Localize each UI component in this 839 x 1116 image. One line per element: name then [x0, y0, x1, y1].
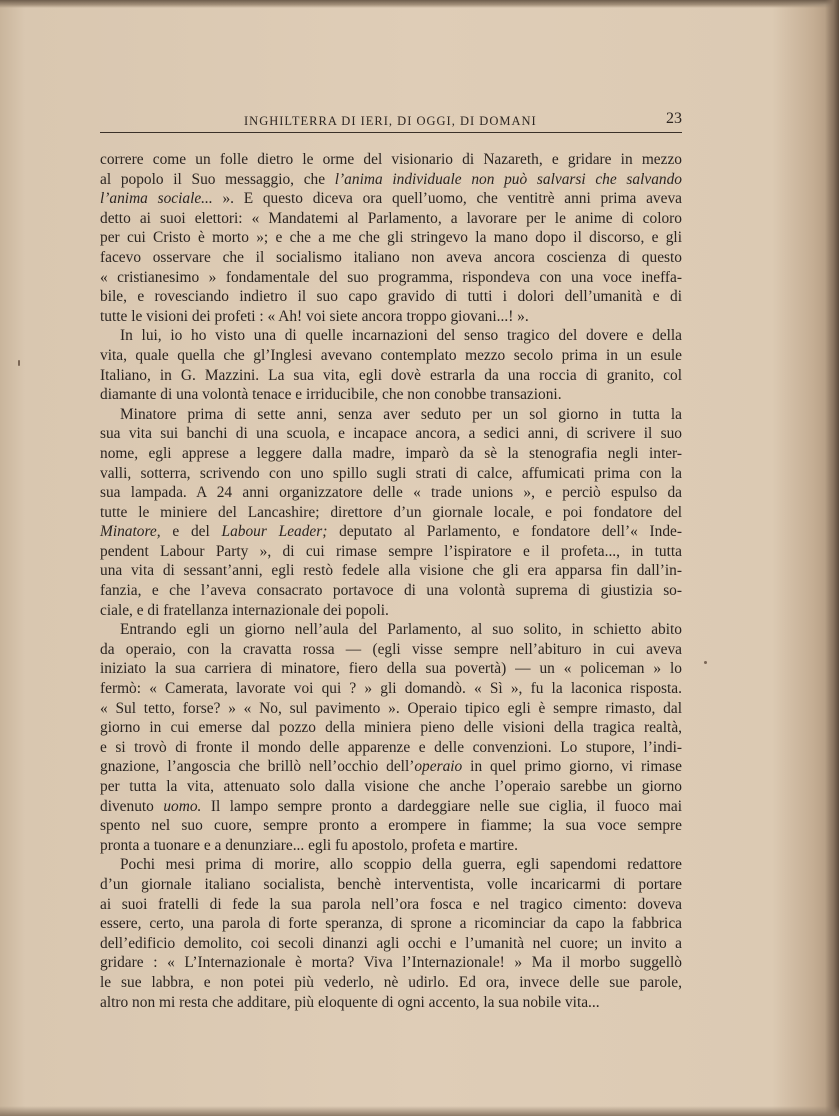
text-segment: giorno in cui emerse dal pozzo della miniera pieno delle visioni della tragica realtà,	[100, 719, 682, 737]
text-segment: pendent Labour Party », di cui rimase sempre l’ispiratore e il profeta..., in tutta	[100, 542, 682, 560]
text-line	[100, 797, 682, 817]
text-segment: tutte le visioni dei profeti : « Ah! voi siete ancora troppo giovani...! ».	[100, 307, 529, 325]
text-segment: tutte le miniere del Lancashire; direttore d’un giornale locale, e poi fondatore del	[100, 503, 682, 521]
paper-speck	[704, 661, 707, 664]
text-segment: dell’edificio demolito, coi secoli dinanzi agli occhi e l’umanità nel cuore; un invito a	[100, 934, 682, 952]
page-right-edge-shadow	[825, 0, 839, 1116]
paper-mark	[18, 360, 20, 366]
text-line	[100, 973, 682, 993]
text-line	[100, 914, 682, 934]
text-line	[100, 757, 682, 777]
text-segment: essere, certo, una parola di forte speranza, di sprone a ricominciar da capo la fabbrica	[100, 915, 682, 933]
text-segment: d’un giornale italiano socialista, benchè interventista, volle incaricarmi di portare	[100, 875, 682, 893]
text-line	[100, 640, 682, 660]
page-top-edge-shadow	[0, 0, 839, 8]
text-segment: in quel primo giorno, vi rimase	[462, 758, 682, 776]
text-segment: ai suoi fratelli di fede la sua parola nell’ora fosca e nel tragico cimento: doveva	[100, 895, 682, 913]
text-segment: pronta a tuonare e a denunziare... egli fu apostolo, profeta e martire.	[100, 836, 518, 854]
text-line	[100, 346, 682, 366]
italic-segment: uomo.	[163, 797, 202, 815]
text-line	[100, 366, 682, 386]
running-title: INGHILTERRA DI IERI, DI OGGI, DI DOMANI	[244, 114, 537, 128]
text-segment: per cui Cristo è morto »; e che a me che gli stringevo la mano dopo il discorso, e gli	[100, 229, 682, 247]
paragraph	[100, 150, 682, 326]
text-segment: gridare : « L’Internazionale è morta? Viva l’Internazionale! » Ma il morbo suggellò	[100, 954, 682, 972]
text-segment: nome, egli apprese a leggere dalla madre, imparò da sè la stenografia negli inter-	[100, 444, 682, 462]
text-segment: una vita di sessant’anni, egli restò fedele alla visione che gli era apparsa fin dall’in-	[100, 562, 682, 580]
text-segment: e si trovò di fronte il mondo delle apparenze e delle convenzioni. Lo stupore, l’indi-	[100, 738, 682, 756]
text-line	[100, 601, 682, 621]
text-line	[100, 836, 682, 856]
text-line	[100, 248, 682, 268]
text-segment: Minatore prima di sette anni, senza aver seduto per un sol giorno in tutta la	[120, 405, 682, 423]
body-text	[100, 150, 682, 1012]
text-line	[100, 934, 682, 954]
text-line	[100, 503, 682, 523]
text-segment: le sue labbra, e non potei più vederlo, nè udirlo. Ed ora, invece delle sue parole,	[100, 973, 682, 991]
text-line	[100, 895, 682, 915]
text-segment: gnazione, l’angoscia che brillò nell’occhio dell’	[100, 758, 415, 776]
text-segment: bile, e rovesciando indietro il suo capo gravido di tutti i dolori dell’umanità e di	[100, 288, 682, 306]
text-segment: In lui, io ho visto una di quelle incarnazioni del senso tragico del dovere e della	[120, 327, 682, 345]
paragraph	[100, 405, 682, 621]
text-line	[100, 679, 682, 699]
text-segment: valli, sotterra, scrivendo con uno spillo sugli strati di calce, affumicati prima con la	[100, 464, 682, 482]
text-line	[100, 699, 682, 719]
text-line	[100, 287, 682, 307]
text-line	[100, 307, 682, 327]
text-segment: ». E questo diceva ora quell’uomo, che ventitrè anni prima aveva	[212, 190, 682, 208]
text-line	[100, 228, 682, 248]
text-line	[100, 659, 682, 679]
text-segment: e del	[160, 523, 222, 541]
text-segment: diamante di una volontà tenace e irriducibile, che non conobbe transazioni.	[100, 386, 562, 404]
text-segment: al popolo il Suo messaggio, che	[100, 170, 335, 188]
page-header	[100, 110, 682, 133]
text-segment: « Sul tetto, forse? » « No, sul pavimento ». Operaio tipico egli è sempre rimasto, dal	[100, 699, 682, 717]
text-segment: per tutta la vita, attenuato solo dalla visione che anche l’operaio sarebbe un giorno	[100, 778, 682, 795]
text-line	[100, 170, 682, 190]
text-line	[100, 464, 682, 484]
text-line	[100, 150, 682, 170]
italic-segment: Labour Leader;	[221, 523, 328, 541]
text-line	[100, 718, 682, 738]
text-segment: correre come un folle dietro le orme del visionario di Nazareth, e gridare in mezzo	[100, 151, 682, 168]
text-line	[100, 405, 682, 425]
paragraph	[100, 620, 682, 855]
text-line	[100, 953, 682, 973]
italic-segment: Minatore,	[100, 523, 161, 541]
text-line	[100, 385, 682, 405]
text-line	[100, 522, 682, 542]
text-line	[100, 581, 682, 601]
text-line	[100, 189, 682, 209]
text-line	[100, 777, 682, 797]
text-segment: detto ai suoi elettori: « Mandatemi al Parlamento, a lavorare per le anime di coloro	[100, 209, 682, 227]
text-segment: divenuto	[100, 797, 164, 815]
text-line	[100, 424, 682, 444]
paragraph	[100, 855, 682, 1012]
text-segment: vita, quale quella che gl’Inglesi avevano contemplato mezzo secolo prima in un esule	[100, 346, 682, 364]
text-segment: fanzia, e che l’aveva consacrato portavoce di una volontà suprema di giustizia so-	[100, 582, 682, 600]
text-line	[100, 738, 682, 758]
text-line	[100, 561, 682, 581]
text-segment: da operaio, con la cravatta rossa — (egli visse sempre nell’abituro in cui aveva	[100, 640, 682, 658]
text-line	[100, 993, 682, 1013]
text-segment: sua lampada. A 24 anni organizzatore delle « trade unions », e perciò espulso da	[100, 484, 682, 502]
text-line	[100, 816, 682, 836]
italic-segment: l’anima sociale...	[100, 190, 213, 208]
text-line	[100, 875, 682, 895]
text-line	[100, 620, 682, 640]
text-segment: iniziato la sua carriera di minatore, fiero della sua povertà) — un « policeman » lo	[100, 660, 682, 678]
italic-segment: l’anima individuale non può salvarsi che salvando	[334, 170, 682, 188]
text-line	[100, 542, 682, 562]
text-segment: altro non mi resta che additare, più eloquente di ogni accento, la sua nobile vita...	[100, 993, 600, 1011]
page-bottom-edge-shadow	[0, 1106, 839, 1116]
text-segment: facevo osservare che il socialismo italiano non aveva ancora coscienza di questo	[100, 248, 682, 266]
text-segment: Italiano, in G. Mazzini. La sua vita, egli dovè estrarla da una roccia di granito, col	[100, 366, 682, 384]
text-line	[100, 209, 682, 229]
text-segment: Il lampo sempre pronto a dardeggiare nelle sue ciglia, il fuoco mai	[201, 797, 682, 815]
text-segment: Pochi mesi prima di morire, allo scoppio della guerra, egli sapendomi redattore	[120, 856, 682, 874]
text-segment: sua vita sui banchi di una scuola, e incapace ancora, a sedici anni, di scrivere il suo	[100, 425, 682, 443]
text-segment: Entrando egli un giorno nell’aula del Parlamento, al suo solito, in schietto abito	[120, 621, 682, 639]
italic-segment: operaio	[414, 758, 463, 776]
text-line	[100, 268, 682, 288]
text-line	[100, 855, 682, 875]
paragraph	[100, 326, 682, 404]
text-line	[100, 483, 682, 503]
text-segment: deputato al Parlamento, e fondatore dell’« Inde-	[327, 523, 683, 541]
text-segment: ciale, e di fratellanza internazionale dei popoli.	[100, 601, 389, 619]
page-number: 23	[666, 110, 682, 127]
text-segment: « cristianesimo » fondamentale del suo programma, rispondeva con una voce ineffa-	[100, 268, 682, 286]
text-line	[100, 444, 682, 464]
text-line	[100, 326, 682, 346]
text-segment: spento nel suo cuore, sempre pronto a erompere in fiamme; la sua voce sempre	[100, 817, 682, 835]
text-segment: fermò: « Camerata, lavorate voi qui ? » gli domandò. « Sì », fu la laconica risposta.	[100, 680, 682, 698]
